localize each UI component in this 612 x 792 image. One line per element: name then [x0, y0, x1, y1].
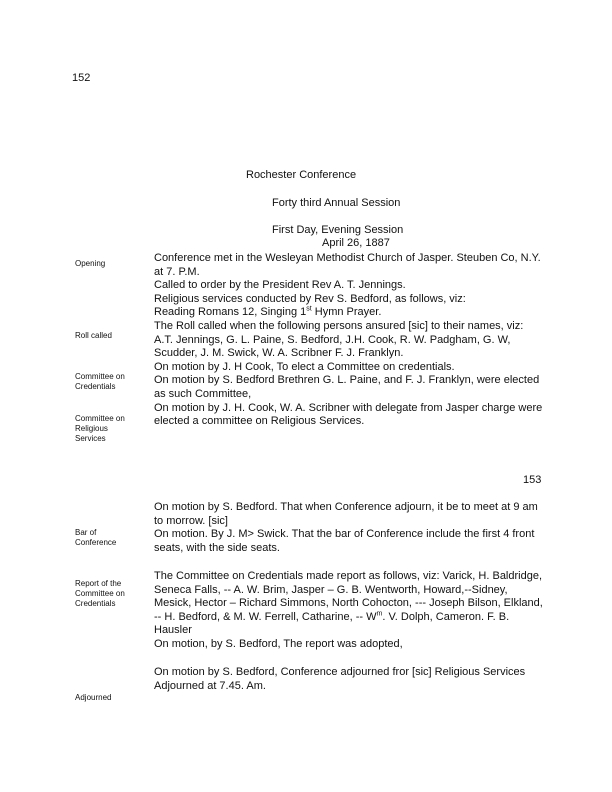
minutes-line: Called to order by the President Rev A. T. Jennings. [154, 279, 406, 292]
minutes-line: Adjourned at 7.45. Am. [154, 679, 266, 692]
margin-committee-credentials: Committee on Credentials [75, 372, 125, 391]
minutes-line: Religious services conducted by Rev S. Bedford, as follows, viz: [154, 292, 466, 305]
minutes-line: On motion. By J. M> Swick. That the bar of Conference include the first 4 front seats, with the side seats. [154, 528, 535, 554]
minutes-line: On motion by J. H. Cook, W. A. Scribner with delegate from Jasper charge were elected a committee on Religious Services. [154, 401, 543, 428]
abbreviation-suffix: m [376, 610, 383, 618]
minutes-line: Conference met in the Wesleyan Methodist Church of Jasper. Steuben Co, N.Y. at 7. P.M. [154, 252, 541, 278]
margin-committee-religious: Committee on Religious Services [75, 414, 125, 443]
minutes-block-a [154, 252, 544, 429]
minutes-text: W [366, 610, 377, 623]
ordinal-suffix: st [306, 305, 312, 313]
minutes-line: On motion by S. Bedford. That when Conference adjourn, it be to meet at 9 am to morrow. [sic] [154, 501, 538, 527]
minutes-line: On motion by S. Bedford Brethren G. L. Paine, and F. J. Franklyn, were elected as such Committee, [154, 374, 540, 400]
minutes-block-b3 [154, 666, 544, 693]
minutes-line: On motion by J. H Cook, To elect a Committee on credentials. [154, 360, 455, 373]
session-title: Forty third Annual Session [272, 197, 401, 209]
minutes-text: The Committee on Credentials made report as follows, viz: Varick, H. Baldridge, Seneca Falls, -- A. W. Brim, Jasper – G. B. Wentworth, Howard,--Sidney, Mesick, Hector – Richard Simmons, North Cohocton, --- Joseph Bilson, Elkland, -- H. Bedford, & M. W. Ferrell, Catharine, -- [154, 570, 543, 623]
minutes-block-b2 [154, 570, 544, 652]
margin-roll-called: Roll called [75, 331, 112, 340]
minutes-line [154, 570, 544, 638]
minutes-line: The Roll called when the following persons ansured [sic] to their names, viz: [154, 319, 524, 332]
minutes-text: . V. Dolph, Cameron. F. B. Hausler [154, 610, 510, 637]
minutes-text: Hymn Prayer. [311, 306, 382, 319]
minutes-line: On motion, by S. Bedford, The report was adopted, [154, 637, 403, 650]
page-number-152: 152 [72, 72, 91, 84]
minutes-line: On motion by S. Bedford, Conference adjourned fror [sic] Religious Services [154, 666, 526, 678]
conference-title: Rochester Conference [246, 169, 357, 181]
minutes-text: Reading Romans 12, Singing 1 [154, 306, 307, 319]
minutes-line: A.T. Jennings, G. L. Paine, S. Bedford, J.H. Cook, R. W. Padgham, G. W, Scudder, J. M. Swick, W. A. Scribner F. J. Franklyn. [154, 333, 511, 360]
margin-opening: Opening [75, 259, 106, 268]
minutes-line [154, 306, 544, 320]
day-title: First Day, Evening Session [272, 224, 404, 236]
session-date: April 26, 1887 [322, 237, 390, 249]
margin-report-committee: Report of the Committee on Credentials [75, 579, 125, 608]
margin-adjourned: Adjourned [75, 693, 112, 702]
page-number-153: 153 [523, 474, 542, 486]
margin-bar-of-conference: Bar of Conference [75, 528, 117, 547]
minutes-block-b1 [154, 501, 544, 555]
